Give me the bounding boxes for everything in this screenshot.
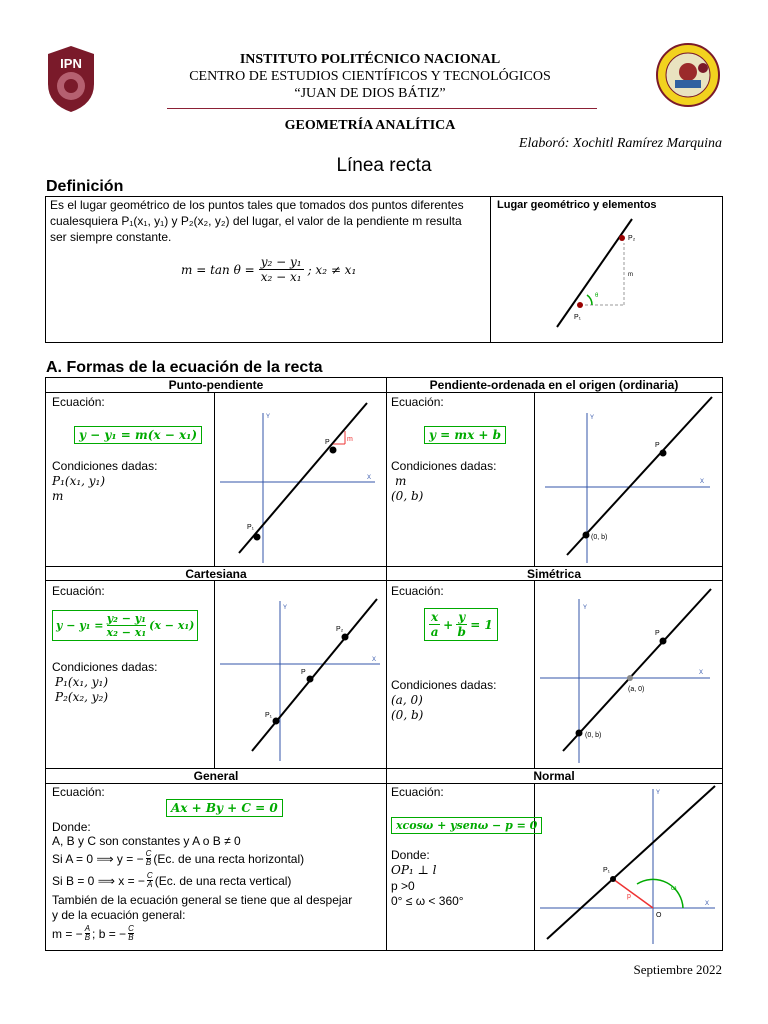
pp-point-p1 <box>254 534 261 541</box>
gen-line-6-mid: ; b = − <box>92 926 127 941</box>
definition-heading: Definición <box>46 178 124 195</box>
ord-label-b: (0, b) <box>591 534 608 541</box>
gen-line-3-num: C <box>146 871 153 880</box>
cart-label-p1: P₁ <box>265 712 273 719</box>
figure-title: Lugar geométrico y elementos <box>497 199 657 211</box>
ord-conditions-label: Condiciones dadas: <box>391 459 497 473</box>
cart-y-label: Y <box>283 605 288 611</box>
norm-x-label: X <box>705 901 710 907</box>
sim-equation-label: Ecuación: <box>391 584 444 598</box>
norm-label-omega: ω <box>671 885 677 892</box>
sim-eq-frac-x <box>429 610 440 639</box>
section-a-heading: A. Formas de la ecuación de la recta <box>46 359 323 376</box>
norm-label-p: p <box>627 893 631 900</box>
norm-line-1: OP₁ ⊥ l <box>391 863 437 877</box>
sim-label-b: (0, b) <box>585 732 602 739</box>
slope-formula <box>181 255 356 284</box>
norm-label-o: O <box>656 912 662 919</box>
cart-label-p2: P₂ <box>336 626 344 633</box>
slope-formula-num: y₂ − y₁ <box>260 255 302 269</box>
sim-x-label: X <box>699 670 704 676</box>
sim-line <box>563 589 711 751</box>
cart-eq-right: (x − x₁) <box>149 619 195 632</box>
page-title: Línea recta <box>336 155 432 176</box>
norm-figure <box>535 784 721 949</box>
sim-equation <box>424 608 498 641</box>
sim-eq-x: x <box>431 610 439 624</box>
subject-title: GEOMETRÍA ANALÍTICA <box>284 118 456 133</box>
gen-line-3 <box>52 872 291 889</box>
gen-donde: Donde: <box>52 820 91 834</box>
ord-point-p <box>660 450 667 457</box>
gen-line-5: y de la ecuación general: <box>52 908 186 922</box>
pp-point-p <box>330 447 337 454</box>
general-title: General <box>193 769 239 783</box>
definition-text-3: ser siempre constante. <box>50 230 172 244</box>
ord-equation <box>424 426 506 444</box>
cart-cond-1: P₁(x₁, y₁) <box>55 675 109 689</box>
gen-equation-label: Ecuación: <box>52 785 105 799</box>
pp-conditions-label: Condiciones dadas: <box>52 459 158 473</box>
normal-title: Normal <box>533 769 575 783</box>
geometric-place-figure <box>492 213 720 341</box>
label-theta: θ <box>595 293 599 299</box>
gen-line-2-frac <box>146 850 152 867</box>
gen-line-6-num2: C <box>128 924 134 933</box>
gen-line-6-num1: A <box>84 924 91 933</box>
pp-x-label: X <box>367 475 372 481</box>
ord-cond-1: m <box>395 474 407 488</box>
cart-label-p: P <box>301 669 306 676</box>
norm-point-p1 <box>610 876 616 882</box>
ipn-logo-text: IPN <box>60 56 82 71</box>
pp-label-p: P <box>325 439 330 446</box>
ord-y-label: Y <box>590 415 595 421</box>
gen-line-3-frac <box>147 872 153 889</box>
ord-point-b <box>583 532 590 539</box>
gen-line-4: También de la ecuación general se tiene que al despejar <box>52 893 353 907</box>
cart-point-p2 <box>342 634 349 641</box>
sim-eq-a: a <box>430 625 439 639</box>
pp-label-p1: P₁ <box>247 524 255 531</box>
sim-eq-y: y <box>458 610 466 624</box>
norm-donde: Donde: <box>391 848 430 862</box>
footer-date: Septiembre 2022 <box>633 962 722 977</box>
line-l <box>557 219 632 327</box>
cart-x-label: X <box>372 657 377 663</box>
pp-figure <box>215 393 386 565</box>
sim-y-label: Y <box>583 605 588 611</box>
cart-cond-2: P₂(x₂, y₂) <box>55 690 109 704</box>
ord-equation-box: y = mx + b <box>424 426 506 444</box>
sim-eq-frac-y <box>456 610 467 639</box>
ord-label-p: P <box>655 442 660 449</box>
sim-label-a: (a, 0) <box>628 686 645 693</box>
pp-equation-label: Ecuación: <box>52 395 105 409</box>
school-name: “JUAN DE DIOS BÁTIZ” <box>294 86 446 101</box>
gen-equation-box: Ax + By + C = 0 <box>166 799 283 817</box>
gen-equation <box>166 799 283 817</box>
gen-line-2-num: C <box>145 849 152 858</box>
norm-segment-p <box>613 879 653 908</box>
norm-line-2: p >0 <box>391 879 415 893</box>
gen-line-2-b: (Ec. de una recta horizontal) <box>153 851 305 866</box>
definition-divider <box>490 197 491 342</box>
sim-cond-2: (0, b) <box>391 708 424 722</box>
cart-eq-fraction <box>107 612 147 639</box>
cart-equation <box>52 610 198 641</box>
ord-line <box>567 397 712 555</box>
gen-line-3-b: (Ec. de una recta vertical) <box>154 873 292 888</box>
slope-formula-fraction <box>259 255 304 284</box>
cart-equation-label: Ecuación: <box>52 584 105 598</box>
pp-line <box>239 403 367 553</box>
norm-label-p1: P₁ <box>603 867 611 874</box>
definition-text-1: Es el lugar geométrico de los puntos tales que tomados dos puntos diferentes <box>50 198 464 212</box>
sim-point-a <box>627 675 633 681</box>
sim-conditions-label: Condiciones dadas: <box>391 678 497 692</box>
gen-line-1: A, B y C son constantes y A o B ≠ 0 <box>52 834 241 848</box>
ord-x-label: X <box>700 479 705 485</box>
theta-arc <box>587 295 592 305</box>
norm-line-l <box>547 786 715 939</box>
ord-cond-2: (0, b) <box>391 489 424 503</box>
ord-figure <box>535 393 721 565</box>
norm-equation <box>391 816 542 834</box>
pp-equation-box: y − y₁ = m(x − x₁) <box>74 426 202 444</box>
pp-equation <box>74 426 202 444</box>
pp-cond-1: P₁(x₁, y₁) <box>52 474 106 488</box>
sim-eq-b: b <box>457 625 466 639</box>
cart-eq-left: y − y₁ = <box>56 619 104 632</box>
punto-pendiente-title: Punto-pendiente <box>168 378 264 392</box>
pp-cond-2: m <box>52 489 64 503</box>
definition-text-2: cualesquiera P₁(x₁, y₁) y P₂(x₂, y₂) del lugar, el valor de la pendiente m resulta <box>50 214 462 228</box>
slope-formula-left: m = tan θ = <box>181 262 255 277</box>
pp-y-label: Y <box>266 414 271 420</box>
norm-y-label: Y <box>656 790 661 796</box>
pp-label-m: m <box>347 436 353 443</box>
cart-line <box>252 599 377 751</box>
sim-cond-1: (a, 0) <box>391 693 423 707</box>
header-rule <box>167 108 597 109</box>
norm-equation-box: xcosω + ysenω − p = 0 <box>391 817 542 834</box>
author: Elaboró: Xochitl Ramírez Marquina <box>518 136 722 151</box>
gen-line-6-frac2 <box>128 925 134 942</box>
forms-table <box>45 377 723 951</box>
gen-line-3-a: Si B = 0 ⟹ x = − <box>52 873 145 888</box>
norm-omega-arc <box>637 879 683 908</box>
label-m: m <box>628 272 633 278</box>
sim-point-p <box>660 638 667 645</box>
gen-line-2 <box>52 850 304 867</box>
table-vertical-divider <box>386 378 387 950</box>
sim-label-p: P <box>655 630 660 637</box>
slope-formula-right: ; x₂ ≠ x₁ <box>307 262 357 277</box>
gen-line-6-den1: B <box>84 933 91 942</box>
point-p1 <box>577 302 583 308</box>
slope-formula-den: x₂ − x₁ <box>260 270 302 284</box>
gen-line-6-a: m = − <box>52 926 83 941</box>
cart-conditions-label: Condiciones dadas: <box>52 660 158 674</box>
cart-eq-num: y₂ − y₁ <box>106 612 146 625</box>
label-p2: P₂ <box>628 235 636 242</box>
gen-line-6-frac1 <box>85 925 90 942</box>
gen-line-6 <box>52 925 134 942</box>
definition-box <box>45 196 723 343</box>
point-p2 <box>619 235 625 241</box>
gen-line-2-den: B <box>145 858 152 867</box>
ord-equation-label: Ecuación: <box>391 395 444 409</box>
cart-figure <box>215 581 386 768</box>
sim-figure <box>535 581 721 768</box>
cart-eq-den: x₂ − x₁ <box>106 626 147 639</box>
ordinaria-title: Pendiente-ordenada en el origen (ordinaria) <box>429 378 679 392</box>
sim-point-b <box>576 730 583 737</box>
simetrica-title: Simétrica <box>526 567 582 581</box>
gen-line-2-a: Si A = 0 ⟹ y = − <box>52 851 144 866</box>
cart-point-p1 <box>273 718 280 725</box>
sim-eq-plus: + <box>443 617 454 632</box>
gen-line-6-den2: B <box>128 933 134 942</box>
gen-line-3-den: A <box>147 880 153 889</box>
cart-point-p <box>307 676 314 683</box>
sim-eq-right: = 1 <box>470 617 493 632</box>
center-name: CENTRO DE ESTUDIOS CIENTÍFICOS Y TECNOLÓGICOS <box>189 69 551 84</box>
institute-name: INSTITUTO POLITÉCNICO NACIONAL <box>239 52 501 67</box>
cartesiana-title: Cartesiana <box>185 567 247 581</box>
norm-line-3: 0° ≤ ω < 360° <box>391 894 464 908</box>
label-p1: P₁ <box>574 314 582 321</box>
norm-equation-label: Ecuación: <box>391 785 444 799</box>
